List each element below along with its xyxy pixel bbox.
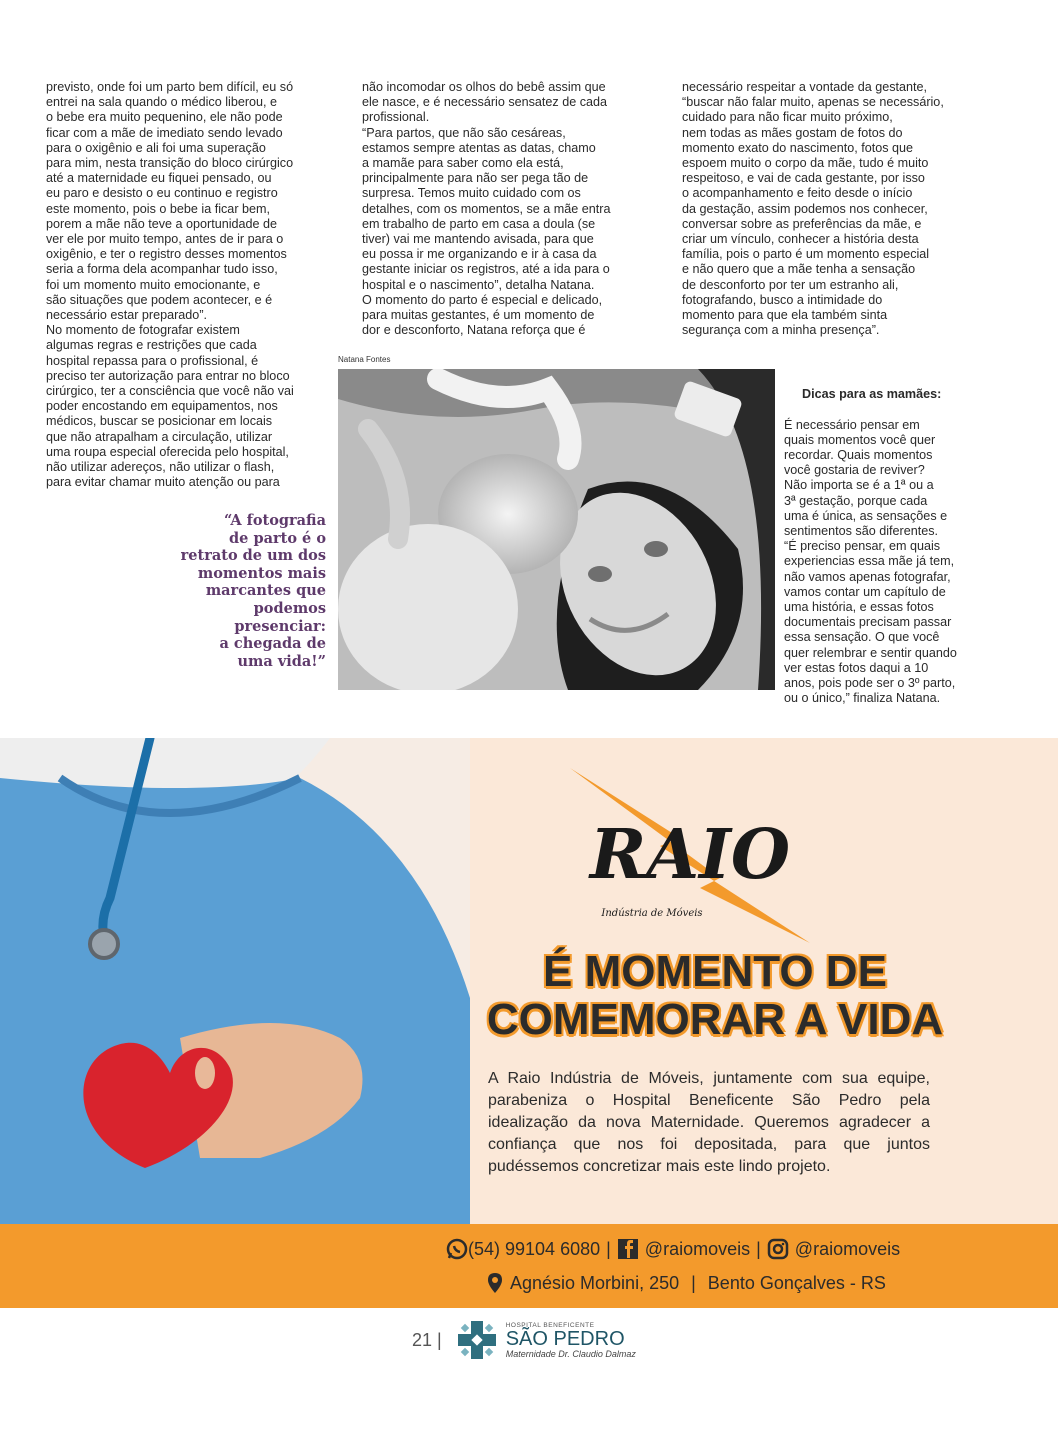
ad-headline-line-1: É MOMENTO DE [543,947,887,996]
separator: | [756,1238,761,1259]
hospital-sub: Maternidade Dr. Claudio Dalmaz [505,1348,636,1359]
city: Bento Gonçalves - RS [707,1272,886,1293]
address-row [484,1272,886,1294]
tips-title: Dicas para as mamães: [802,387,942,402]
hospital-name: SÃO PEDRO [505,1327,625,1350]
separator: | [691,1272,696,1293]
logo-sub: Indústria de Móveis [601,908,703,919]
tips-section [784,372,970,706]
pull-quote: “A fotografia de parto é o retrato de um dos momentos mais marcantes que podemos presenciar: a chegada de uma vida!” [180,512,326,670]
facebook-handle: @raiomoveis [644,1238,751,1259]
newborn-photo [338,369,775,690]
hospital-logo-text [506,1322,636,1359]
logo-main: RAIO [589,815,791,895]
hospital-cross-icon [456,1319,498,1361]
raio-advertisement [0,738,1058,1308]
location-pin-icon [484,1272,506,1294]
address: Agnésio Morbini, 250 [510,1272,680,1293]
tips-text: É necessário pensar em quais momentos você quer recordar. Quais momentos você gostaria de reviver? Não importa se é a 1ª ou a 3ª gestação, porque cada uma é única, as sensações e sentimentos são diferentes. “É preciso pensar, em quais experiencias essa mãe já tem, não vamos apenas fotografar, vamos contar um capítulo de uma história, e essas fotos documentais precisam passar essa sensação. O que você quer relembrar e sentir quando ver estas fotos daqui a 10 anos, pois pode ser o 3º parto, ou o único,” finaliza Natana. [784,417,957,706]
contact-row [446,1238,900,1260]
facebook-icon [617,1238,639,1260]
raio-logo [560,768,820,948]
page-footer [412,1318,636,1362]
ad-headline-line-2: COMEMORAR A VIDA [486,995,944,1044]
hospital-top: HOSPITAL BENEFICENTE [505,1321,595,1329]
page-number: 21 | [412,1329,442,1350]
whatsapp-icon [446,1238,468,1260]
instagram-handle: @raiomoveis [794,1238,901,1259]
ad-body-text: A Raio Indústria de Móveis, juntamente com sua equipe, parabeniza o Hospital Beneficente São Pedro pela idealização da nova Maternidade. Queremos agradecer a confiança que nos foi depositada, para que juntos pudéssemos concretizar mais este lindo projeto. [488,1070,930,1175]
phone-number: (54) 99104 6080 [468,1238,601,1259]
photo-credit: Natana Fontes [338,355,391,364]
article-column-3: necessário respeitar a vontade da gestante, “buscar não falar muito, apenas se necessário, cuidado para não ficar muito próximo, nem todas as mães gostam de fotos do momento exato do nascimento, fotos que espoem muito o corpo da mãe, tudo é muito respeitoso, e vai de cada gestante, por isso o acompanhamento e feito desde o início da gestação, assim podemos nos conhecer, conversar sobre as preferências da mãe, e criar um vínculo, conhecer a história desta família, pois o parto é um momento especial e não quero que a mãe tenha a sensação de desconforto por ter um estranho ali, fotografando, busco a intimidade do momento para que ela também sinta segurança com a minha presença”. [682,80,944,338]
contact-bar [0,1224,1058,1308]
instagram-icon [767,1238,789,1260]
article-column-2: não incomodar os olhos do bebê assim que ele nasce, e é necessário sensatez de cada profissional. “Para partos, que não são cesáreas, estamos sempre atentas as datas, chamo a mamãe para saber como ela está, principalmente para não ser pega tão de surpresa. Temos muito cuidado com os detalhes, com os momentos, se a mãe entra em trabalho de parto em casa a doula (se tiver) vai me mantendo avisada, para que eu possa ir me organizando e ir à casa da gestante iniciar os registros, até a ida para o hospital e o nascimento”, detalha Natana. O momento do parto é especial e delicado, para muitas gestantes, é um momento de dor e desconforto, Natana reforça que é [362,80,611,338]
doctor-photo [0,738,470,1308]
ad-headline [470,948,960,1044]
article-column-1: previsto, onde foi um parto bem difícil, eu só entrei na sala quando o médico liberou, e o bebe era muito pequenino, ele não pode ficar com a mãe de imediato sendo levado para o oxigênio e ali foi uma superação para mim, nesta transição do bloco cirúrgico até a maternidade eu fiquei pensado, ou eu paro e desisto o eu continuo e registro este momento, pois o bebe ia ficar bem, porem a mãe não teve a oportunidade de ver ele por muito tempo, antes de ir para o oxigênio, e ter o registro desses momentos seria a forma dela acompanhar tudo isso, foi um momento muito emocionante, e são situações que podem acontecer, e é necessário estar preparado”. No momento de fotografar existem algumas regras e restrições que cada hospital repassa para o profissional, é preciso ter autorização para entrar no bloco cirúrgico, ter a consciência que você não vai poder encostando em equipamentos, nos médicos, buscar se posicionar em locais que não atrapalham a circulação, utilizar uma roupa especial oferecida pelo hospital, não utilizar adereços, não utilizar o flash, para evitar chamar muito atenção ou para [46,80,294,490]
separator: | [606,1238,611,1259]
stethoscope-icon [90,930,118,958]
